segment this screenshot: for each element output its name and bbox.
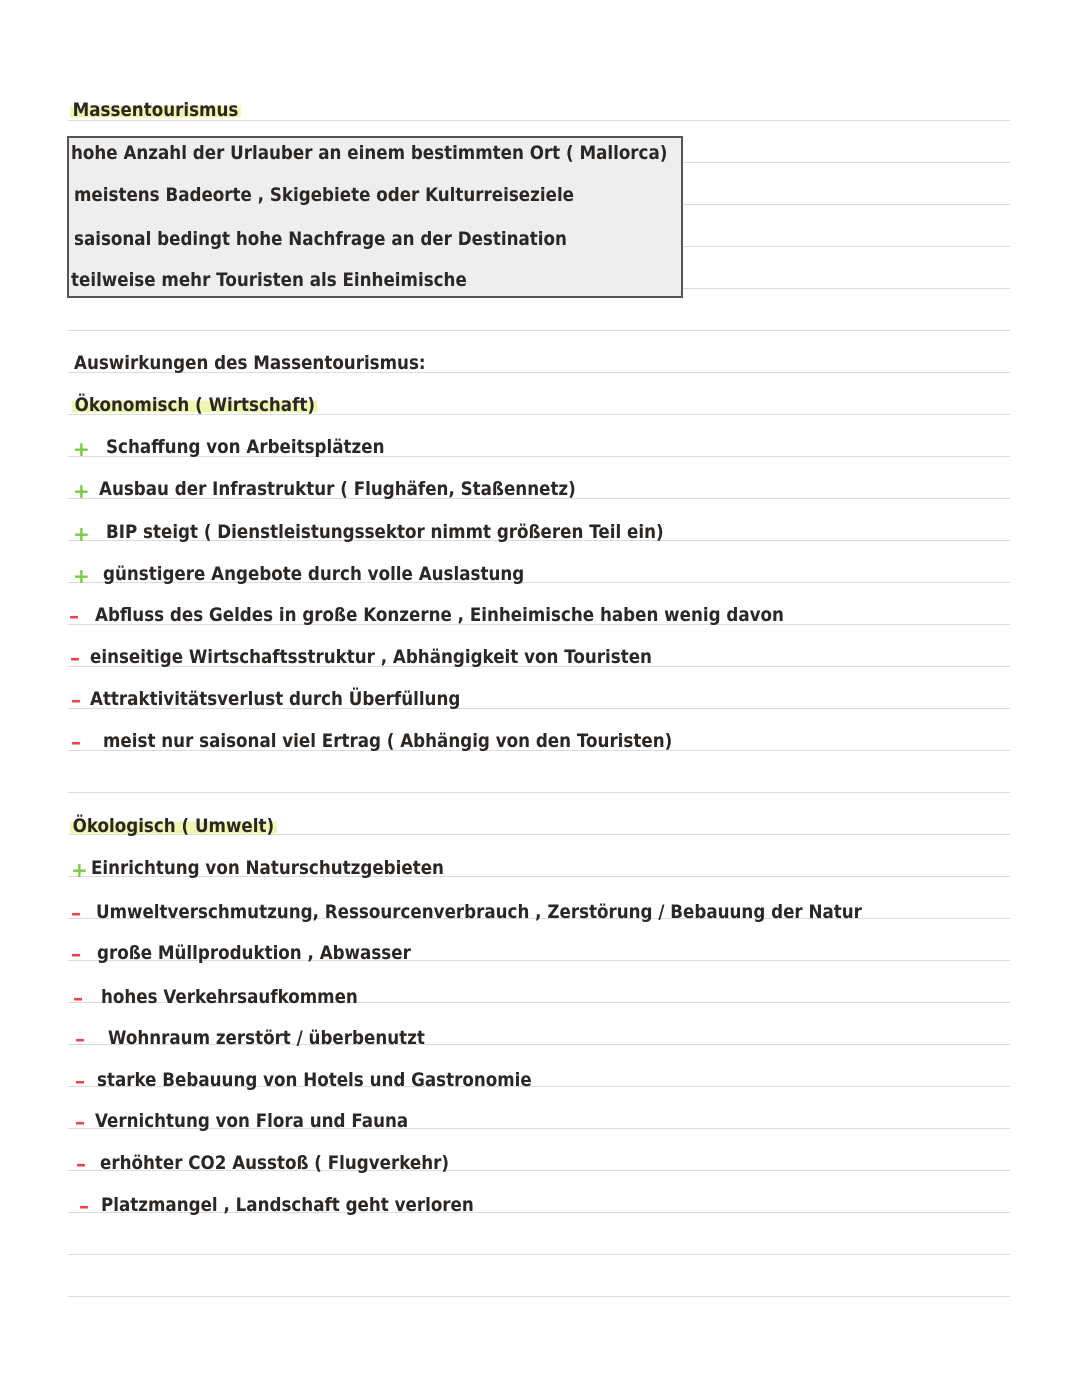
definition-line: teilweise mehr Touristen als Einheimische bbox=[71, 269, 467, 291]
con-item: Umweltverschmutzung, Ressourcenverbrauch , Zerstörung / Bebauung der Natur bbox=[96, 901, 862, 923]
page-title-text: Massentourismus bbox=[70, 99, 241, 121]
ruled-line bbox=[68, 1254, 1010, 1255]
pro-item: günstigere Angebote durch volle Auslastung bbox=[103, 563, 525, 585]
con-item: Attraktivitätsverlust durch Überfüllung bbox=[90, 688, 461, 710]
plus-sign-icon: + bbox=[73, 437, 90, 461]
con-item: einseitige Wirtschaftsstruktur , Abhängigkeit von Touristen bbox=[90, 646, 652, 668]
minus-sign-icon: – bbox=[76, 1152, 86, 1176]
definition-line: saisonal bedingt hohe Nachfrage an der Destination bbox=[74, 228, 567, 250]
minus-sign-icon: – bbox=[71, 901, 81, 925]
con-item: meist nur saisonal viel Ertrag ( Abhängig von den Touristen) bbox=[103, 730, 673, 752]
minus-sign-icon: – bbox=[79, 1194, 89, 1218]
con-item: erhöhter CO2 Ausstoß ( Flugverkehr) bbox=[100, 1152, 450, 1174]
pro-item: Ausbau der Infrastruktur ( Flughäfen, Staßennetz) bbox=[99, 478, 576, 500]
definition-line: meistens Badeorte , Skigebiete oder Kulturreiseziele bbox=[74, 184, 575, 206]
plus-sign-icon: + bbox=[73, 522, 90, 546]
minus-sign-icon: – bbox=[70, 646, 80, 670]
minus-sign-icon: – bbox=[75, 1069, 85, 1093]
minus-sign-icon: – bbox=[71, 730, 81, 754]
ecological-heading-text: Ökologisch ( Umwelt) bbox=[70, 815, 277, 837]
con-item: hohes Verkehrsaufkommen bbox=[101, 986, 358, 1008]
definition-line: hohe Anzahl der Urlauber an einem bestimmten Ort ( Mallorca) bbox=[71, 142, 668, 164]
pro-item: BIP steigt ( Dienstleistungssektor nimmt größeren Teil ein) bbox=[106, 521, 664, 543]
minus-sign-icon: – bbox=[73, 986, 83, 1010]
con-item: starke Bebauung von Hotels und Gastronomie bbox=[97, 1069, 532, 1091]
con-item: Platzmangel , Landschaft geht verloren bbox=[101, 1194, 474, 1216]
economic-heading-text: Ökonomisch ( Wirtschaft) bbox=[72, 394, 318, 416]
plus-sign-icon: + bbox=[71, 858, 88, 882]
minus-sign-icon: – bbox=[71, 942, 81, 966]
con-item: Vernichtung von Flora und Fauna bbox=[95, 1110, 409, 1132]
con-item: Wohnraum zerstört / überbenutzt bbox=[108, 1027, 425, 1049]
minus-sign-icon: – bbox=[75, 1027, 85, 1051]
con-item: große Müllproduktion , Abwasser bbox=[97, 942, 411, 964]
minus-sign-icon: – bbox=[75, 1110, 85, 1134]
effects-heading: Auswirkungen des Massentourismus: bbox=[74, 352, 426, 374]
plus-sign-icon: + bbox=[73, 479, 90, 503]
page-title bbox=[70, 97, 241, 123]
con-item: Abfluss des Geldes in große Konzerne , Einheimische haben wenig davon bbox=[95, 604, 784, 626]
economic-heading bbox=[72, 392, 318, 418]
ruled-line bbox=[68, 792, 1010, 793]
minus-sign-icon: – bbox=[71, 688, 81, 712]
ecological-heading bbox=[70, 813, 277, 839]
ruled-line bbox=[68, 1296, 1010, 1297]
ruled-line bbox=[68, 330, 1010, 331]
minus-sign-icon: – bbox=[69, 604, 79, 628]
pro-item: Einrichtung von Naturschutzgebieten bbox=[91, 857, 444, 879]
pro-item: Schaffung von Arbeitsplätzen bbox=[106, 436, 385, 458]
plus-sign-icon: + bbox=[73, 564, 90, 588]
